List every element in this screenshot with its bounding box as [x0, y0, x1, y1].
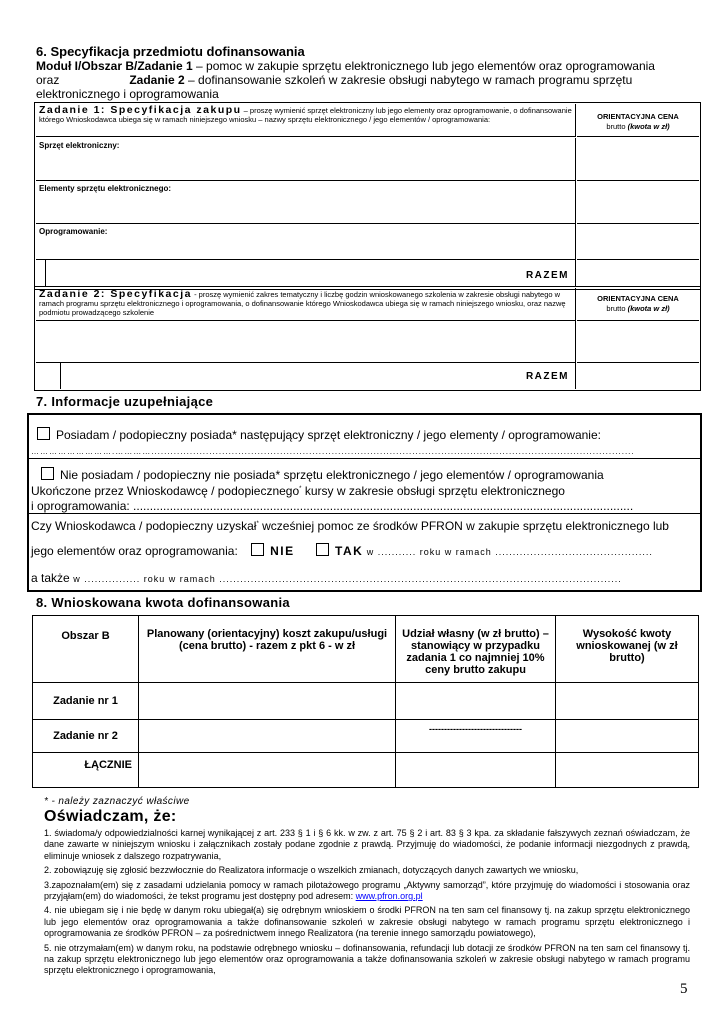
- oprogramowanie-row[interactable]: [36, 224, 576, 260]
- row1-label: Zadanie nr 1: [33, 683, 139, 720]
- nieposiadam-checkbox[interactable]: [41, 467, 54, 480]
- declarations: [44, 828, 690, 977]
- posiadam-option[interactable]: [37, 427, 601, 442]
- row2-kwota[interactable]: [556, 720, 699, 753]
- total-udzial[interactable]: [396, 753, 556, 788]
- declaration-1: 1. świadoma/y odpowiedzialności karnej wynikającej z art. 233 § 1 i § 6 kk. w zw. z art. 75 § 2 i art. 83 § 3 kpa. za składanie fałszywych zeznań oświadczam, że dane zawarte w niniejszym wniosku i załącznikach zostały podane zgodnie z prawdą. Przyjmuję do wiadomości, że podanie informacji niezgodnych z prawdą, eliminuje wniosek z dalszego rozpatrywania,: [44, 828, 690, 861]
- col-udzial: Udział własny (w zł brutto) – stanowiący w przypadku zadania 1 co najmniej 10% ceny brutto zakupu: [396, 616, 556, 683]
- total-label: ŁĄCZNIE: [33, 753, 139, 788]
- zadanie2-label: Zadanie 2: [129, 73, 185, 87]
- nie-label: NIE: [270, 544, 295, 558]
- jego-line: jego elementów oraz oprogramowania: NIE TAK w ........... roku w ramach .............................................: [31, 544, 653, 558]
- elementy-row[interactable]: [36, 181, 576, 224]
- row1-koszt[interactable]: [139, 683, 396, 720]
- zadanie2-price-cell[interactable]: [577, 321, 699, 363]
- pfron-link[interactable]: www.pfron.org.pl: [355, 891, 423, 902]
- kwota-row-total: [33, 753, 699, 788]
- page-number: 5: [680, 981, 688, 997]
- zadanie2-razem-cell[interactable]: [577, 363, 699, 389]
- kwota-row-1: [33, 683, 699, 720]
- posiadam-checkbox[interactable]: [37, 427, 50, 440]
- declaration-5: 5. nie otrzymałam(em) w danym roku, na podstawie odrębnego wniosku – dofinansowania, refundacji lub dotacji ze środków PFRON na ten sam cel finansowy tj. na zakup sprzętu elektronicznego lub jego elementów oraz oprogramowania a także dofinansowania szkoleń w zakresie obsługi nabytego w ramach programu sprzętu elektronicznego i oprogramowania,: [44, 942, 690, 976]
- price-unit: (kwota w zł): [627, 122, 670, 131]
- col-obszar: Obszar B: [33, 616, 139, 683]
- kwota-table: [32, 615, 699, 788]
- tak-checkbox[interactable]: [316, 543, 329, 556]
- col-koszt: Planowany (orientacyjny) koszt zakupu/usługi (cena brutto) - razem z pkt 6 - w zł: [139, 616, 396, 683]
- zadanie2-desc: - proszę wymienić zakres tematyczny i liczbę godzin wnioskowanego szkolenia w zakresie obsługi nabytego w ramach programu sprzętu elektronicznego i oprogramowania, o dofinansowanie którego Wnioskodawca ubiega się w ramach niniejszego wniosku, oraz nazwę podmiotu prowadzącego szkolenie: [39, 290, 566, 317]
- tak-label: TAK: [335, 544, 364, 558]
- zadanie2-table: [34, 286, 701, 391]
- declaration-2: 2. zobowiązuję się zgłosić bezzwłocznie do Realizatora informacje o wszelkich zmianach, dotyczących danych zawartych we wniosku,: [44, 865, 579, 876]
- zadanie2-price-header: [577, 288, 699, 321]
- price-unit-2: (kwota w zł): [627, 304, 670, 313]
- zadanie2-header: [36, 288, 576, 321]
- row1-kwota[interactable]: [556, 683, 699, 720]
- sprzet-label: Sprzęt elektroniczny:: [39, 141, 120, 150]
- posiadam-label: Posiadam / podopieczny posiada* następujący sprzęt elektroniczny / jego elementy / oprogramowanie:: [56, 428, 601, 442]
- zadanie2-text: – dofinansowanie szkoleń w zakresie obsługi nabytego w ramach programu sprzętu: [188, 73, 633, 87]
- price-sub-2: brutto: [606, 304, 626, 313]
- oprogramowanie-label: Oprogramowanie:: [39, 227, 108, 236]
- zadanie1-razem-cell[interactable]: [577, 260, 699, 287]
- row2-label: Zadanie nr 2: [33, 720, 139, 753]
- elementy-price-cell[interactable]: [577, 181, 699, 224]
- price-head: ORIENTACYJNA CENA: [597, 112, 679, 121]
- section-6-title: 6. Specyfikacja przedmiotu dofinansowania: [36, 44, 305, 59]
- nieposiadam-option[interactable]: [41, 467, 604, 482]
- total-koszt[interactable]: [139, 753, 396, 788]
- section-7-title: 7. Informacje uzupełniające: [36, 394, 214, 409]
- tak-details[interactable]: w ........... roku w ramach .............................................: [363, 547, 653, 557]
- declaration-3: 3.zapoznałam(em) się z zasadami udzielania pomocy w ramach pilotażowego programu „Aktywny samorząd”, które przyjmuję do wiadomości i stosowania oraz przyjąłam(em) do wiadomości, że tekst programu jest dostępny pod adresem: www.pfron.org.pl: [44, 879, 690, 902]
- czy-line: Czy Wnioskodawca / podopieczny uzyskał* wcześniej pomoc ze środków PFRON w zakupie sprzętu elektronicznego lub: [31, 519, 669, 533]
- intro-line3: elektronicznego i oprogramowania: [36, 87, 219, 101]
- row2-koszt[interactable]: [139, 720, 396, 753]
- section-7-box: [27, 413, 702, 592]
- zadanie1-table: [34, 102, 701, 290]
- ukonczone-line: Ukończone przez Wnioskodawcę / podopiecznego* kursy w zakresie obsługi sprzętu elektronicznego: [31, 484, 565, 498]
- zadanie1-header: [36, 104, 576, 137]
- zadanie1-desc: – proszę wymienić sprzęt elektroniczny lub jego elementy oraz oprogramowanie, o dofinansowanie którego Wnioskodawca ubiega się w ramach niniejszego wniosku – nazwy sprzętu elektronicznego / jego elementów / oprogramowania:: [39, 106, 572, 124]
- zadanie2-razem-label: RAZEM: [60, 363, 576, 389]
- modul-text: – pomoc w zakupie sprzętu elektronicznego lub jego elementów oraz oprogramowania: [196, 59, 655, 73]
- section-6-intro: [36, 59, 692, 101]
- row2-udzial-dash: -------------------------------: [396, 720, 556, 753]
- nieposiadam-label: Nie posiadam / podopieczny nie posiada* sprzętu elektronicznego / jego elementów / oprogramowania: [60, 468, 604, 482]
- price-head-2: ORIENTACYJNA CENA: [597, 294, 679, 303]
- zadanie1-title: Zadanie 1: Specyfikacja zakupu: [39, 104, 242, 116]
- posiadam-dots[interactable]: ……………………….…………......................................................................................................................................................: [31, 447, 635, 456]
- zadanie1-price-header: [577, 104, 699, 137]
- elementy-label: Elementy sprzętu elektronicznego:: [39, 184, 172, 193]
- nie-checkbox[interactable]: [251, 543, 264, 556]
- oprogramowanie-price-cell[interactable]: [577, 224, 699, 260]
- declaration-4: 4. nie ubiegam się i nie będę w danym roku ubiegał(a) się odrębnym wnioskiem o środki PFRON na ten sam cel finansowy tj. na zakup sprzętu elektronicznego lub jego elementów oraz oprogramowania a także dofinansowanie szkoleń w zakresie obsługi nabytego w ramach programu sprzętu elektronicznego i oprogramowania ze środków PFRON – za pośrednictwem innego Realizatora (na terenie innego samorządu powiatowego),: [44, 905, 690, 939]
- price-sub: brutto: [606, 122, 626, 131]
- section-8-title: 8. Wnioskowana kwota dofinansowania: [36, 595, 290, 610]
- kwota-row-2: [33, 720, 699, 753]
- oraz-label: oraz: [36, 73, 60, 87]
- kwota-header-row: [33, 616, 699, 683]
- zadanie2-content-cell[interactable]: [36, 321, 576, 363]
- kursy-opr-line[interactable]: i oprogramowania: ......................................................................................................................................................: [31, 499, 634, 513]
- modul-label: Moduł I/Obszar B/Zadanie 1: [36, 59, 193, 73]
- sprzet-row[interactable]: [36, 138, 576, 181]
- zadanie1-razem-label: RAZEM: [45, 260, 576, 287]
- zadanie2-title: Zadanie 2: Specyfikacja: [39, 288, 192, 300]
- oswiadczam-title: Oświadczam, że:: [44, 808, 177, 825]
- sprzet-price-cell[interactable]: [577, 138, 699, 181]
- col-kwota: Wysokość kwoty wnioskowanej (w zł brutto): [556, 616, 699, 683]
- atakze-line[interactable]: a także w ................ roku w ramach ...................................................................................................................: [31, 571, 622, 585]
- total-kwota[interactable]: [556, 753, 699, 788]
- required-note: * - należy zaznaczyć właściwe: [44, 796, 190, 807]
- row1-udzial[interactable]: [396, 683, 556, 720]
